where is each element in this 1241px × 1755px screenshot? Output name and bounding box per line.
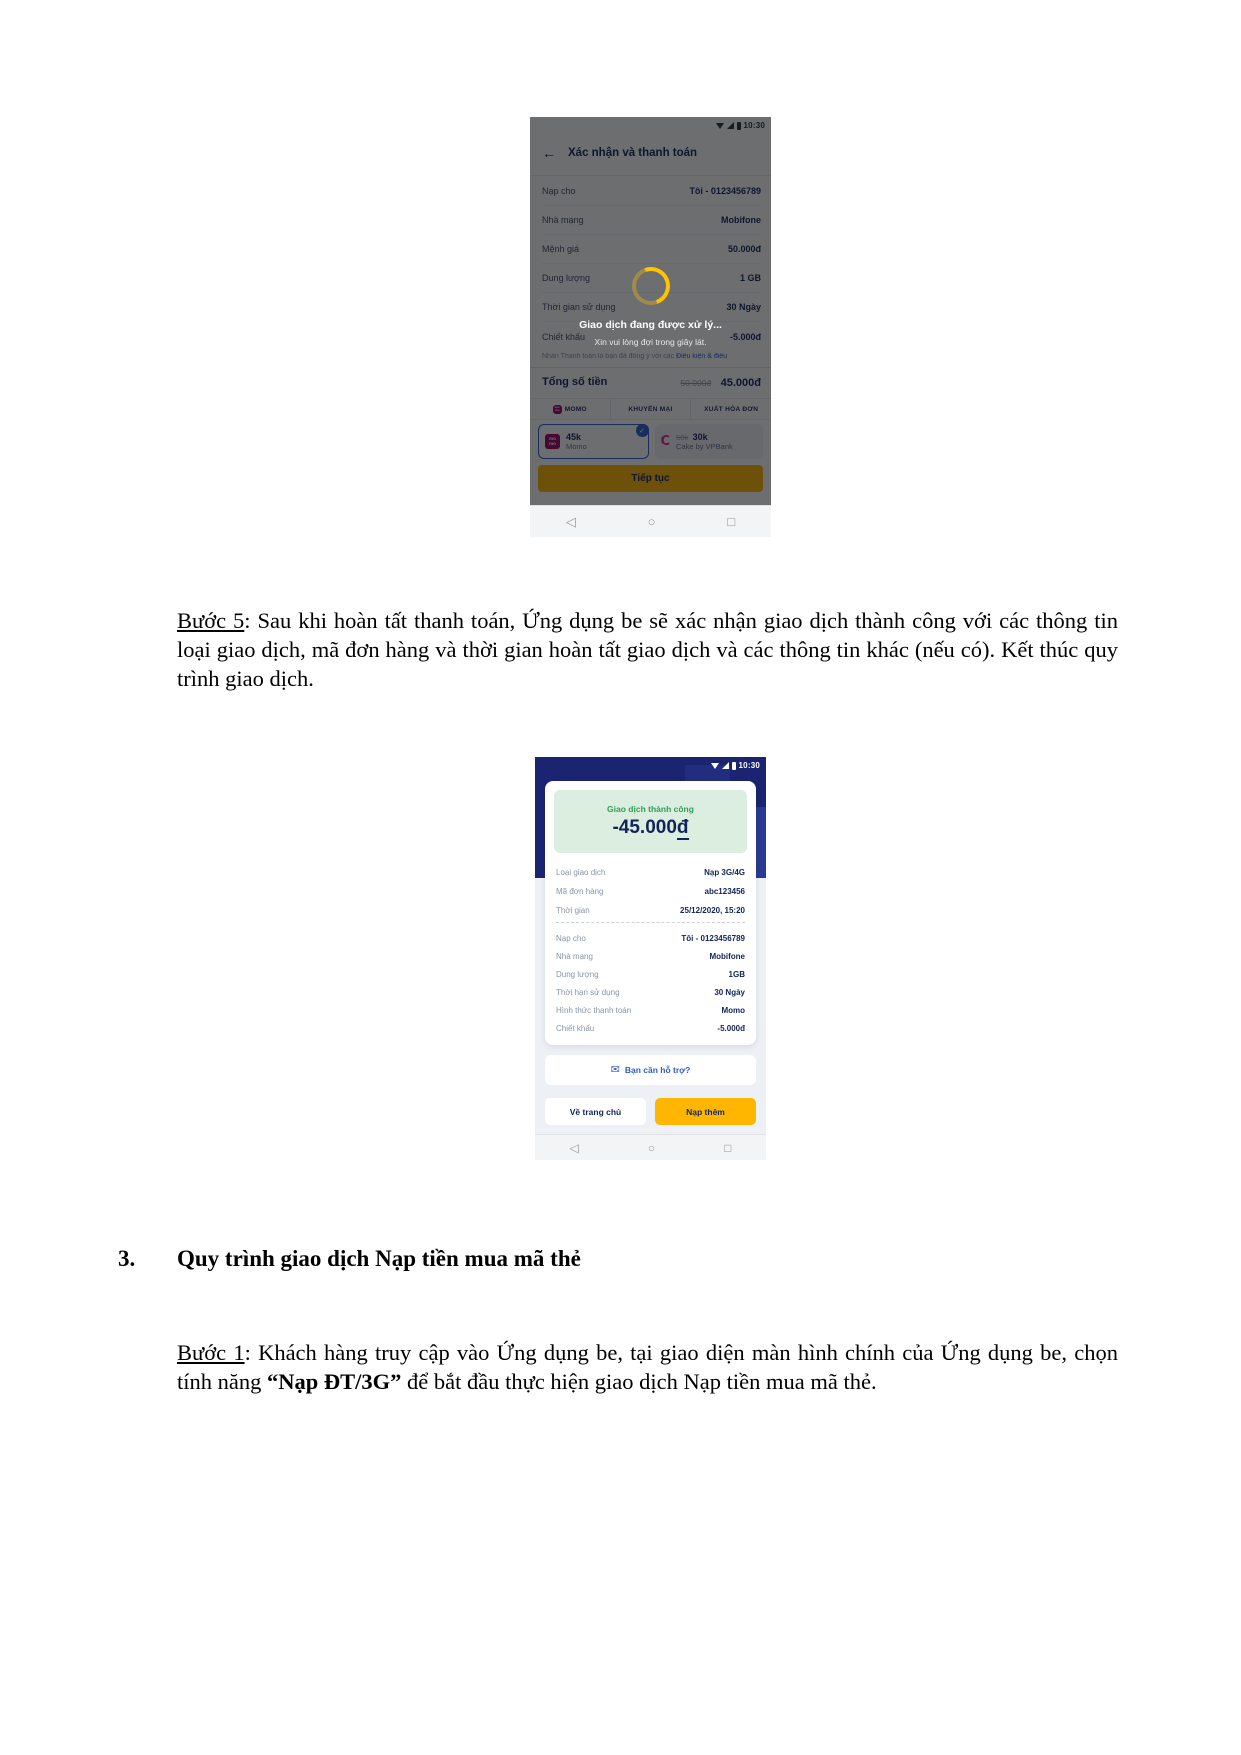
- section-heading: [118, 1246, 581, 1272]
- table-row: [556, 1001, 745, 1019]
- mail-icon: ✉: [610, 1063, 620, 1076]
- row-label: Hình thức thanh toán: [556, 1005, 632, 1015]
- topup-more-button[interactable]: Nạp thêm: [655, 1098, 756, 1125]
- table-row: [556, 929, 745, 947]
- dashed-divider: [556, 922, 745, 923]
- status-time: 10:30: [738, 761, 760, 770]
- row-label: Chiết khấu: [556, 1023, 595, 1033]
- row-label: Thời hạn sử dụng: [556, 987, 620, 997]
- nav-home-icon[interactable]: ○: [647, 514, 656, 529]
- row-value: 25/12/2020, 15:20: [680, 906, 745, 915]
- row-value: Nạp 3G/4G: [704, 868, 745, 877]
- success-title: Giao dịch thành công: [607, 804, 694, 814]
- nav-recent-icon[interactable]: □: [724, 1140, 732, 1155]
- currency-symbol: đ: [676, 817, 689, 838]
- receipt-rows-bottom: [556, 929, 745, 1037]
- row-label: Thời gian: [556, 906, 590, 915]
- table-row: [556, 863, 745, 882]
- paragraph-step1: [177, 1338, 1118, 1396]
- nav-back-icon[interactable]: ◁: [565, 514, 576, 529]
- row-value: -5.000đ: [717, 1023, 745, 1033]
- row-label: Nạp cho: [556, 933, 586, 943]
- section-number: 3.: [118, 1246, 136, 1271]
- row-label: Loại giao dịch: [556, 868, 606, 877]
- row-label: Dung lượng: [556, 969, 599, 979]
- table-row: [556, 983, 745, 1001]
- receipt-card: [545, 781, 756, 1045]
- phone-screenshot-success: [535, 757, 766, 1160]
- row-value: Mobifone: [709, 951, 745, 961]
- nav-home-icon[interactable]: ○: [647, 1140, 656, 1155]
- row-label: Nhà mạng: [556, 951, 593, 961]
- wifi-icon: [711, 763, 719, 769]
- step1-text: : Khách hàng truy cập vào Ứng dụng be, tại giao diện màn hình chính của Ứng dụng be, chọn tính năng: [177, 1340, 1118, 1394]
- support-label: Bạn cần hỗ trợ?: [624, 1065, 691, 1075]
- step1-lead: Bước 1: [177, 1340, 245, 1365]
- table-row: [556, 1019, 745, 1037]
- row-value: abc123456: [704, 887, 745, 896]
- phone2-statusbar: [535, 757, 766, 773]
- nav-recent-icon[interactable]: □: [727, 514, 736, 529]
- step5-text: : Sau khi hoàn tất thanh toán, Ứng dụng be sẽ xác nhận giao dịch thành công với các thông tin loại giao dịch, mã đơn hàng và thời gian hoàn tất giao dịch và các thông tin khác (nếu có). Kết thúc quy trình giao dịch.: [177, 608, 1118, 691]
- loading-spinner-icon: [626, 261, 676, 311]
- nav-back-icon[interactable]: ◁: [569, 1140, 579, 1155]
- paragraph-step5: [177, 606, 1118, 693]
- table-row: [556, 947, 745, 965]
- success-amount: [554, 817, 747, 839]
- support-link[interactable]: [545, 1055, 756, 1085]
- step5-lead: Bước 5: [177, 608, 245, 633]
- amount-number: -45.000: [612, 817, 677, 838]
- table-row: [556, 901, 745, 920]
- step1-text-end: để bắt đầu thực hiện giao dịch Nạp tiền mua mã thẻ.: [401, 1369, 877, 1394]
- row-value: 30 Ngày: [714, 987, 745, 997]
- section-title: Quy trình giao dịch Nạp tiền mua mã thẻ: [177, 1246, 581, 1271]
- android-navbar: [535, 1134, 766, 1160]
- row-label: Mã đơn hàng: [556, 887, 604, 896]
- processing-subtitle: Xin vui lòng đợi trong giây lát.: [594, 337, 707, 347]
- row-value: 1GB: [728, 969, 745, 979]
- battery-icon: [732, 762, 736, 770]
- processing-title: Giao dịch đang được xử lý...: [579, 319, 722, 331]
- processing-overlay: [530, 117, 771, 505]
- table-row: [556, 965, 745, 983]
- row-value: Momo: [721, 1005, 745, 1015]
- signal-icon: [722, 762, 729, 769]
- success-panel: [554, 790, 747, 853]
- step1-feature-name: “Nạp ĐT/3G”: [267, 1369, 402, 1394]
- receipt-rows-top: [556, 863, 745, 920]
- android-navbar: [530, 505, 771, 537]
- table-row: [556, 882, 745, 901]
- home-button[interactable]: Về trang chủ: [545, 1098, 646, 1125]
- row-value: Tôi - 0123456789: [681, 933, 745, 943]
- phone-screenshot-confirm-payment: [530, 117, 771, 537]
